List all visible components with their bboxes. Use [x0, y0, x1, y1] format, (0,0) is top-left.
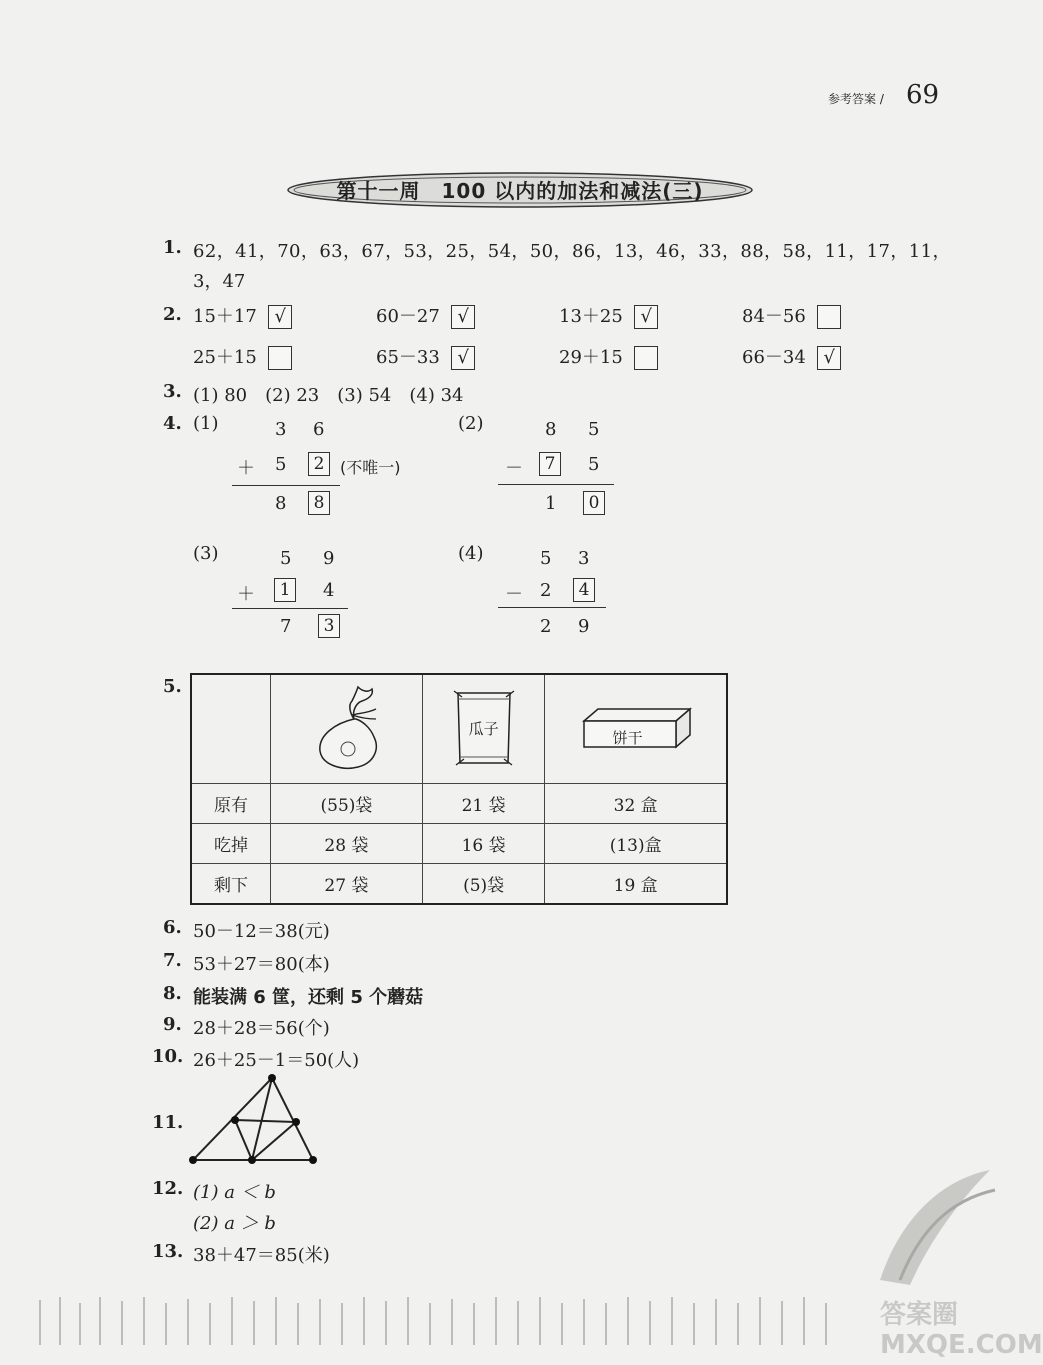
section-title: 第十一周 100 以内的加法和减法(三)	[336, 179, 704, 203]
digit: 2	[540, 580, 552, 601]
not-unique-note: (不唯一)	[340, 458, 401, 477]
q9-text: 28＋28＝56(个)	[193, 1018, 330, 1039]
answer-box: √	[634, 305, 658, 329]
minus-sign: －	[505, 584, 523, 605]
triangle-figure	[185, 1070, 325, 1170]
snack-table	[190, 673, 728, 905]
q2-item: 65－33 √	[376, 343, 475, 370]
q8-number: 8.	[163, 983, 182, 1004]
q7-number: 7.	[163, 950, 182, 971]
q3-number: 3.	[163, 381, 182, 402]
header-label: 参考答案 /	[828, 92, 884, 106]
q4-p1-label: (1)	[193, 413, 219, 434]
q2-item: 13＋25 √	[559, 302, 658, 329]
swoosh-decoration	[870, 1140, 1000, 1290]
table-cell: 21 袋	[422, 784, 544, 824]
minus-sign: －	[505, 458, 523, 479]
answer-box: 4	[573, 578, 595, 602]
q6-number: 6.	[163, 917, 182, 938]
decorative-border	[30, 1285, 1020, 1355]
q13-number: 13.	[152, 1241, 184, 1262]
answer-box: √	[268, 305, 292, 329]
plus-sign: ＋	[237, 458, 255, 479]
q11-number: 11.	[152, 1112, 184, 1133]
q13-text: 38＋47＝85(米)	[193, 1245, 330, 1266]
q3-text: (1) 80 (2) 23 (3) 54 (4) 34	[193, 385, 464, 406]
answer-box	[634, 346, 658, 370]
difference-line	[498, 607, 606, 608]
answer-box: 0	[583, 491, 605, 515]
q4-p2-label: (2)	[458, 413, 484, 434]
row-label: 原有	[191, 784, 271, 824]
table-row	[191, 864, 727, 905]
answer-box: 3	[318, 614, 340, 638]
q1-line1: 62，41，70，63，67，53，25，54，50，86，13，46，33，88，58，11，17，11，	[193, 241, 951, 262]
difference-line	[498, 484, 614, 485]
answer-box: √	[451, 305, 475, 329]
q2-number: 2.	[163, 304, 182, 325]
digit: 3	[275, 419, 287, 440]
q4-p3-label: (3)	[193, 543, 219, 564]
q12-line1: (1) a ＜ b	[193, 1182, 276, 1203]
digit: 8	[545, 419, 557, 440]
page-number: 69	[906, 80, 940, 110]
table-cell: 27 袋	[271, 864, 423, 905]
digit: 5	[280, 548, 292, 569]
table-cell: 28 袋	[271, 824, 423, 864]
row-label: 剩下	[191, 864, 271, 905]
table-cell: (55)袋	[271, 784, 423, 824]
digit: 9	[578, 616, 590, 637]
digit: 1	[545, 493, 557, 514]
q9-number: 9.	[163, 1014, 182, 1035]
answer-box: 8	[308, 491, 330, 515]
q2-item: 84－56	[742, 302, 841, 329]
table-row	[191, 824, 727, 864]
digit: 3	[578, 548, 590, 569]
table-cell: (5)袋	[422, 864, 544, 905]
digit: 6	[313, 419, 325, 440]
answer-box: 7	[539, 452, 561, 476]
q2-item: 29＋15	[559, 343, 658, 370]
q6-text: 50－12＝38(元)	[193, 921, 330, 942]
digit: 4	[323, 580, 335, 601]
digit: 7	[280, 616, 292, 637]
row-label: 吃掉	[191, 824, 271, 864]
answer-box: 1	[274, 578, 296, 602]
q10-number: 10.	[152, 1046, 184, 1067]
q5-number: 5.	[163, 676, 182, 697]
digit: 5	[275, 454, 287, 475]
box-picture-cell	[545, 674, 727, 784]
q12-number: 12.	[152, 1178, 184, 1199]
q1-line2: 3，47	[193, 271, 246, 292]
table-cell: 16 袋	[422, 824, 544, 864]
table-row	[191, 784, 727, 824]
digit: 2	[540, 616, 552, 637]
q7-text: 53＋27＝80(本)	[193, 954, 330, 975]
sack-icon	[296, 679, 396, 775]
watermark: 答案圈 MXQE.COM	[880, 1300, 1043, 1360]
q2-item: 25＋15	[193, 343, 292, 370]
q2-item: 66－34 √	[742, 343, 841, 370]
plus-sign: ＋	[237, 584, 255, 605]
table-cell: 19 盒	[545, 864, 727, 905]
sum-line	[232, 485, 340, 486]
digit: 5	[588, 454, 600, 475]
table-cell: (13)盒	[545, 824, 727, 864]
answer-box: √	[451, 346, 475, 370]
q4-p4-label: (4)	[458, 543, 484, 564]
digit: 5	[540, 548, 552, 569]
q8-text: 能装满 6 筐，还剩 5 个蘑菇	[193, 987, 424, 1008]
q2-item: 60－27 √	[376, 302, 475, 329]
digit: 8	[275, 493, 287, 514]
answer-box: 2	[308, 452, 330, 476]
q1-number: 1.	[163, 237, 182, 258]
q2-item: 15＋17 √	[193, 302, 292, 329]
q4-number: 4.	[163, 413, 182, 434]
empty-header-cell	[191, 674, 271, 784]
sack-picture-cell	[271, 674, 423, 784]
table-cell: 32 盒	[545, 784, 727, 824]
sum-line	[232, 608, 348, 609]
digit: 9	[323, 548, 335, 569]
digit: 5	[588, 419, 600, 440]
answer-box: √	[817, 346, 841, 370]
answer-box	[817, 305, 841, 329]
bag-picture-cell	[422, 674, 544, 784]
q12-line2: (2) a ＞ b	[193, 1213, 276, 1234]
table-row	[191, 674, 727, 784]
q10-text: 26＋25－1＝50(人)	[193, 1050, 360, 1071]
answer-box	[268, 346, 292, 370]
section-title-banner	[285, 170, 755, 210]
